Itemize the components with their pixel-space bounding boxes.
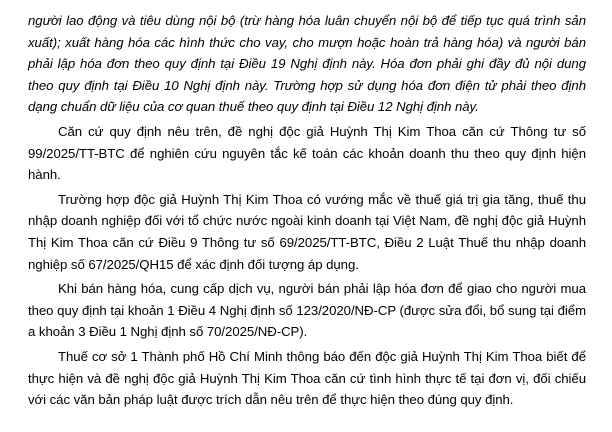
document-body — [28, 10, 586, 411]
paragraph-thue-co-so: Thuế cơ sở 1 Thành phố Hồ Chí Minh thông báo đến độc giả Huỳnh Thị Kim Thoa biết để thực hiện và đề nghị độc giả Huỳnh Thị Kim Thoa căn cứ tình hình thực tế tại đơn vị, đối chiếu với các văn bản pháp luật được trích dẫn nêu trên để thực hiện theo đúng quy định. — [28, 348, 586, 408]
paragraph-khi-ban-hang: Khi bán hàng hóa, cung cấp dịch vụ, người bán phải lập hóa đơn để giao cho người mua theo quy định tại khoản 1 Điều 4 Nghị định số 123/2020/NĐ-CP (được sửa đổi, bổ sung tại điểm a khoản 3 Điều 1 Nghị định số 70/2025/NĐ-CP). — [28, 281, 586, 340]
paragraph-truong-hop: Trường hợp độc giả Huỳnh Thị Kim Thoa có vướng mắc về thuế giá trị gia tăng, thuế thu nhập doanh nghiệp đối với tổ chức nước ngoài kinh doanh tại Việt Nam, đề nghị độc giả Huỳnh Thị Kim Thoa căn cứ Điều 9 Thông tư số 69/2025/TT-BTC, Điều 2 Luật Thuế thu nhập doanh nghiệp số 67/2025/QH15 để xác định đối tượng áp dụng. — [28, 191, 586, 272]
paragraph-intro-italic: người lao động và tiêu dùng nội bộ (trừ hàng hóa luân chuyển nội bộ để tiếp tục quá trình sản xuất); xuất hàng hóa các hình thức cho vay, cho mượn hoặc hoàn trả hàng hóa) và người bán phải lập hóa đơn theo quy định tại Điều 19 Nghị định này. Hóa đơn phải ghi đầy đủ nội dung theo quy định tại Điều 10 Nghị định này. Trường hợp sử dụng hóa đơn điện tử phải theo định dạng chuẩn dữ liệu của cơ quan thuế theo quy định tại Điều 12 Nghị định này. — [28, 13, 586, 115]
paragraph-can-cu: Căn cứ quy định nêu trên, đề nghị độc giả Huỳnh Thị Kim Thoa căn cứ Thông tư số 99/2025/TT-BTC để nghiên cứu nguyên tắc kế toán các khoản doanh thu theo quy định hiện hành. — [28, 123, 586, 183]
